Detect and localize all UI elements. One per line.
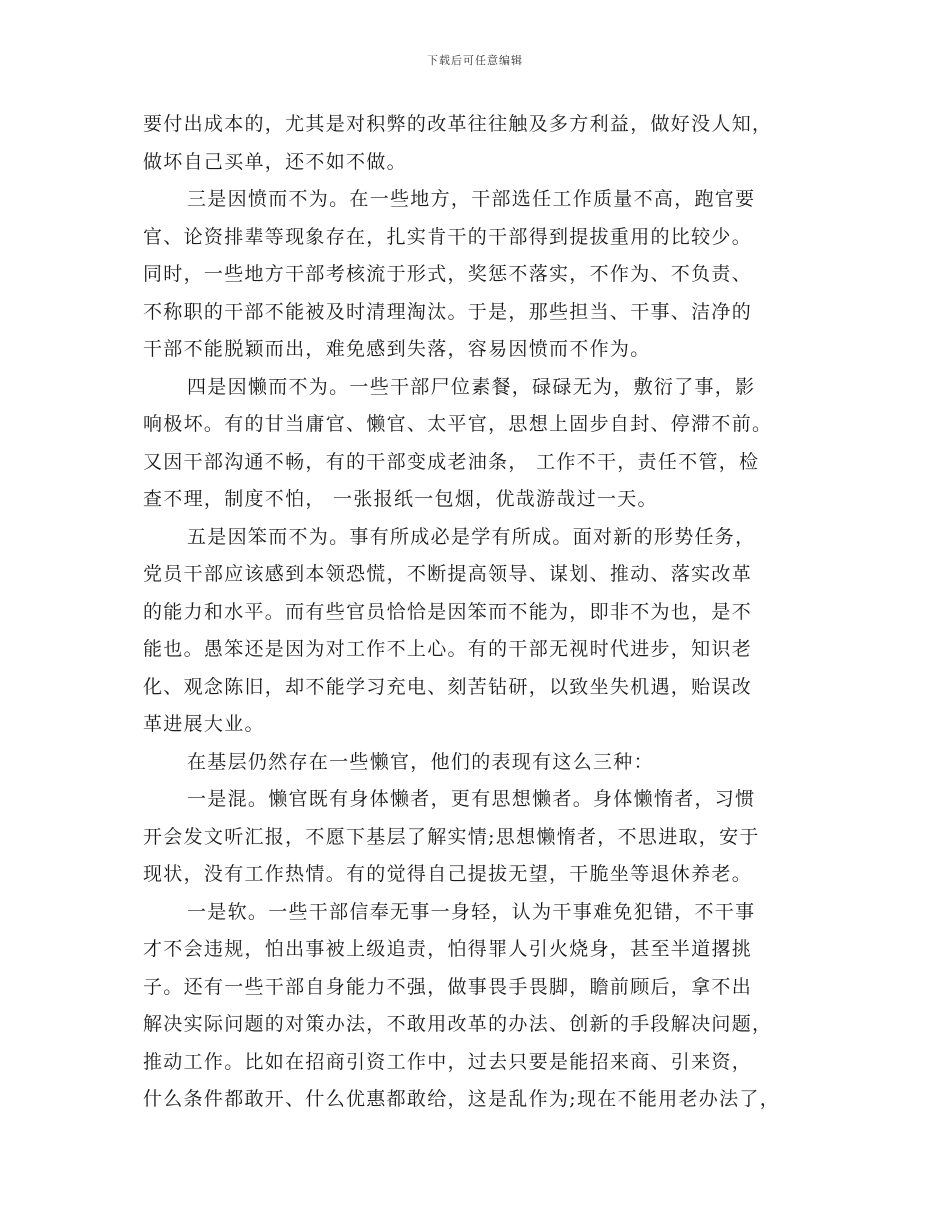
text-line: 革进展大业。 bbox=[143, 713, 265, 735]
text-line: 推动工作。比如在招商引资工作中，过去只要是能招来商、引来资， bbox=[143, 1050, 753, 1073]
text-line: 又因干部沟通不畅，有的干部变成老油条， 工作不干，责任不管，检 bbox=[143, 450, 760, 473]
text-line: 做坏自己买单，还不如不做。 bbox=[143, 150, 407, 173]
text-line: 什么条件都敢开、什么优惠都敢给，这是乱作为;现在不能用老办法了， bbox=[143, 1088, 781, 1110]
text-line: 现状，没有工作热情。有的觉得自己提拔无望，干脆坐等退休养老。 bbox=[143, 863, 753, 885]
text-line: 化、观念陈旧，却不能学习充电、刻苦钻研，以致坐失机遇，贻误改 bbox=[143, 675, 753, 698]
text-line: 响极坏。有的甘当庸官、懒官、太平官，思想上固步自封、停滞不前。 bbox=[143, 413, 773, 435]
text-line: 才不会违规，怕出事被上级追责，怕得罪人引火烧身，甚至半道撂挑 bbox=[143, 938, 753, 960]
text-line: 查不理，制度不怕， 一张报纸一包烟，优哉游哉过一天。 bbox=[143, 488, 658, 510]
text-line: 不称职的干部不能被及时清理淘汰。于是，那些担当、干事、洁净的 bbox=[143, 300, 753, 323]
text-line: 能也。愚笨还是因为对工作不上心。有的干部无视时代进步，知识老 bbox=[143, 638, 753, 660]
text-line: 的能力和水平。而有些官员恰恰是因笨而不能为，即非不为也，是不 bbox=[143, 600, 753, 623]
text-line: 党员干部应该感到本领恐慌，不断提高领导、谋划、推动、落实改革 bbox=[143, 563, 753, 585]
page-header: 下载后可任意编辑 bbox=[427, 54, 523, 67]
paragraph-first-line: 一是混。懒官既有身体懒者，更有思想懒者。身体懒惰者，习惯 bbox=[187, 788, 756, 810]
paragraph-first-line: 在基层仍然存在一些懒官，他们的表现有这么三种： bbox=[187, 750, 654, 773]
paragraph-first-line: 三是因愤而不为。在一些地方，干部选任工作质量不高，跑官要 bbox=[187, 188, 756, 210]
paragraph-first-line: 五是因笨而不为。事有所成必是学有所成。面对新的形势任务， bbox=[187, 525, 756, 548]
text-line: 官、论资排辈等现象存在，扎实肯干的干部得到提拔重用的比较少。 bbox=[143, 225, 753, 248]
paragraph-first-line: 四是因懒而不为。一些干部尸位素餐，碌碌无为，敷衍了事，影 bbox=[187, 375, 756, 398]
text-line: 开会发文听汇报，不愿下基层了解实情;思想懒惰者，不思进取，安于 bbox=[143, 825, 760, 848]
text-line: 解决实际问题的对策办法，不敢用改革的办法、创新的手段解决问题， bbox=[143, 1013, 773, 1035]
document-body bbox=[143, 106, 823, 1119]
text-line: 要付出成本的，尤其是对积弊的改革往往触及多方利益，做好没人知， bbox=[143, 113, 773, 135]
text-line: 同时，一些地方干部考核流于形式，奖惩不落实，不作为、不负责、 bbox=[143, 263, 753, 285]
paragraph-first-line: 一是软。一些干部信奉无事一身轻，认为干事难免犯错，不干事 bbox=[187, 900, 756, 923]
text-line: 干部不能脱颖而出，难免感到失落，容易因愤而不作为。 bbox=[143, 338, 651, 360]
text-line: 子。还有一些干部自身能力不强，做事畏手畏脚，瞻前顾后，拿不出 bbox=[143, 975, 753, 998]
